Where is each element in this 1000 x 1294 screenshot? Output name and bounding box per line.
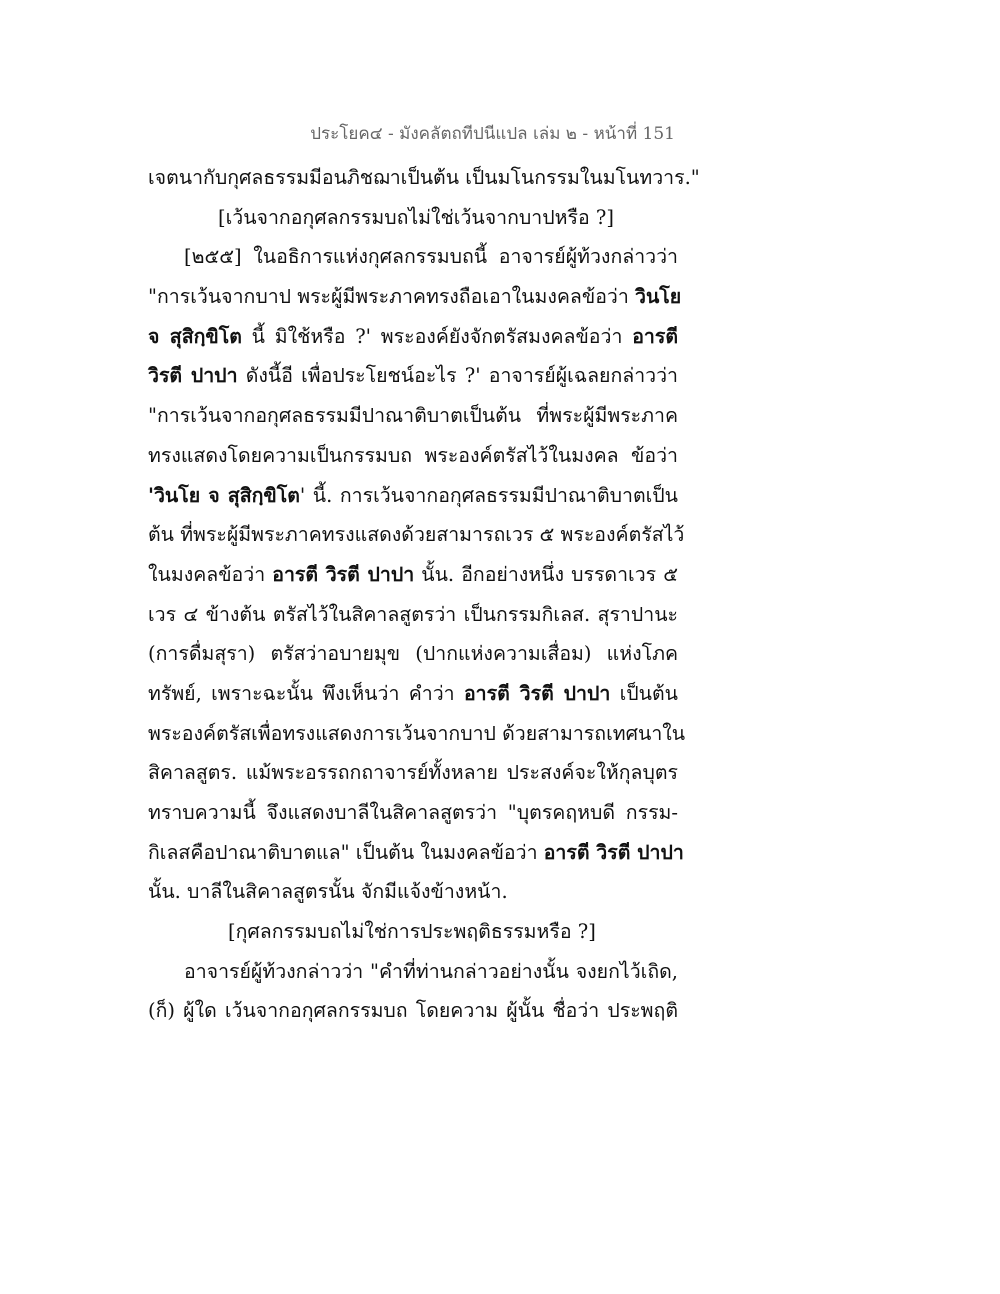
text-run: (ก็) ผู้ใด เว้นจากอกุศลกรรมบถ โดยความ ผู้นั้น ชื่อว่า ประพฤติ	[148, 999, 678, 1023]
text-line	[148, 476, 678, 516]
bold-term: อารตี	[632, 324, 678, 348]
text-line	[148, 555, 678, 595]
text-run: ทรัพย์, เพราะฉะนั้น พึงเห็นว่า คำว่า	[148, 681, 464, 705]
bold-term: วินโย	[635, 285, 682, 309]
text-run: สิคาลสูตร. แม้พระอรรถกถาจารย์ทั้งหลาย ประสงค์จะให้กุลบุตร	[148, 761, 678, 785]
text-run: ดังนี้อี เพื่อประโยชน์อะไร ?' อาจารย์ผู้เฉลยกล่าวว่า	[237, 364, 679, 388]
text-run: [กุศลกรรมบถไม่ใช่การประพฤติธรรมหรือ ?]	[228, 920, 596, 944]
text-line	[148, 595, 678, 635]
text-run: (การดื่มสุรา) ตรัสว่าอบายมุข (ปากแห่งความเสื่อม) แห่งโภค	[148, 642, 678, 666]
text-run: ' นี้. การเว้นจากอกุศลธรรมมีปาณาติบาตเป็น	[299, 483, 678, 507]
text-run: ในมงคลข้อว่า	[148, 562, 273, 586]
text-line	[148, 714, 686, 754]
body-text	[148, 158, 700, 1031]
text-run: เจตนากับกุศลธรรมมีอนภิชฌาเป็นต้น เป็นมโนกรรมในมโนทวาร."	[148, 166, 700, 189]
text-line	[148, 674, 678, 714]
text-run: นั้น. อีกอย่างหนึ่ง บรรดาเวร ๕	[414, 562, 678, 586]
text-line	[148, 317, 678, 357]
text-run: เป็นต้น	[610, 681, 678, 705]
text-line	[148, 872, 678, 912]
text-run: เวร ๔ ข้างต้น ตรัสไว้ในสิคาลสูตรว่า เป็นกรรมกิเลส. สุราปานะ	[148, 602, 678, 626]
text-run: [๒๕๕] ในอธิการแห่งกุศลกรรมบถนี้ อาจารย์ผู้ท้วงกล่าวว่า	[184, 245, 678, 269]
text-line	[148, 753, 678, 793]
text-run: ทราบความนี้ จึงแสดงบาลีในสิคาลสูตรว่า "บุตรคฤหบดี กรรม-	[148, 801, 678, 824]
text-line	[148, 237, 678, 277]
bold-term: 'วินโย จ สุสิกฺขิโต	[148, 483, 300, 507]
text-line	[148, 515, 685, 555]
text-run: ทรงแสดงโดยความเป็นกรรมบถ พระองค์ตรัสไว้ในมงคล ข้อว่า	[148, 443, 678, 467]
bold-term: อารตี วิรตี ปาปา	[272, 562, 415, 586]
text-run: นี้ มิใช้หรือ ?' พระองค์ยังจักตรัสมงคลข้อว่า	[241, 324, 633, 348]
text-run: "การเว้นจากอกุศลธรรมมีปาณาติบาตเป็นต้น ที่พระผู้มีพระภาค	[148, 404, 678, 428]
bold-term: อารตี วิรตี ปาปา	[463, 681, 611, 705]
text-run: "การเว้นจากบาป พระผู้มีพระภาคทรงถือเอาในมงคลข้อว่า	[148, 285, 636, 309]
text-line	[148, 991, 678, 1031]
text-line	[148, 912, 678, 952]
text-run: กิเลสคือปาณาติบาตแล" เป็นต้น ในมงคลข้อว่า	[148, 840, 544, 864]
text-line	[148, 793, 678, 833]
text-run: [เว้นจากอกุศลกรรมบถไม่ใช่เว้นจากบาปหรือ ?]	[218, 205, 614, 229]
text-run: นั้น. บาลีในสิคาลสูตรนั้น จักมีแจ้งข้างหน้า.	[148, 880, 508, 904]
text-line	[148, 952, 678, 992]
text-line	[148, 396, 678, 436]
bold-term: อารตี วิรตี ปาปา	[543, 840, 684, 864]
page-header: ประโยค๔ - มังคลัตถทีปนีแปล เล่ม ๒ - หน้าที่ 151	[310, 124, 675, 144]
bold-term: จ สุสิกฺขิโต	[148, 324, 242, 348]
text-line	[148, 436, 678, 476]
text-line	[148, 634, 678, 674]
text-run: พระองค์ตรัสเพื่อทรงแสดงการเว้นจากบาป ด้วยสามารถเทศนาใน	[148, 721, 686, 745]
text-run: ต้น ที่พระผู้มีพระภาคทรงแสดงด้วยสามารถเวร ๕ พระองค์ตรัสไว้	[148, 523, 685, 547]
text-line	[148, 277, 682, 317]
text-run: อาจารย์ผู้ท้วงกล่าวว่า "คำที่ท่านกล่าวอย่างนั้น จงยกไว้เถิด,	[184, 959, 678, 983]
text-line	[148, 198, 678, 238]
text-line	[148, 158, 700, 198]
bold-term: วิรตี ปาปา	[148, 364, 238, 388]
text-line	[148, 356, 678, 396]
text-line	[148, 833, 684, 873]
